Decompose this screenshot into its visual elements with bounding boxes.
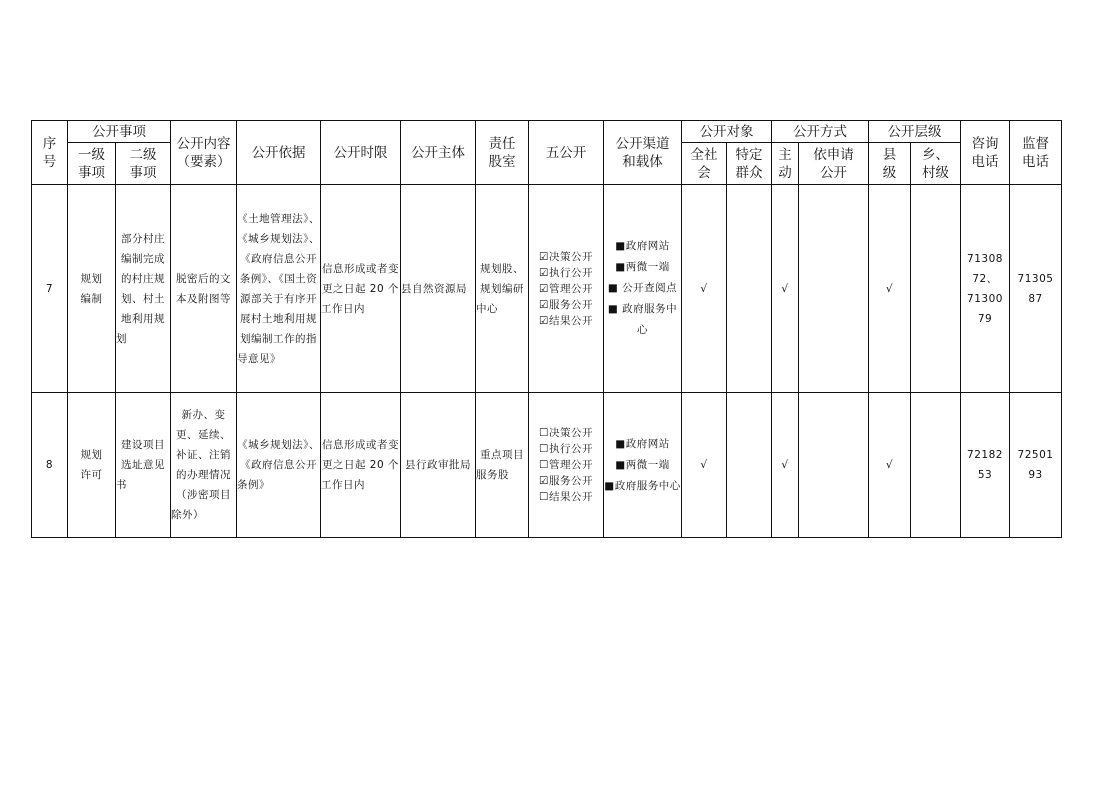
table-row: [32, 185, 1062, 393]
header-level: 公开层级: [869, 121, 961, 143]
header-five: 五公开: [529, 121, 604, 185]
cell-level2: 建设项目选址意见书: [116, 393, 171, 538]
cell-subject: 县行政审批局: [401, 393, 476, 538]
cell-supervise: 72501 93: [1010, 393, 1062, 538]
cell-seq: 8: [32, 393, 68, 538]
header-target: 公开对象: [682, 121, 772, 143]
cell-target-specific: [727, 393, 772, 538]
cell-level1: 规划 许可: [68, 393, 116, 538]
header-content: 公开内容 （要素）: [171, 121, 237, 185]
header-method-active: 主 动: [772, 143, 799, 185]
cell-level-town: [911, 185, 961, 393]
cell-target-specific: [727, 185, 772, 393]
cell-content: 脱密后的文本及附图等: [171, 185, 237, 393]
cell-level-county: √: [869, 185, 911, 393]
cell-method-active: √: [772, 185, 799, 393]
cell-seq: 7: [32, 185, 68, 393]
cell-time: 信息形成或者变更之日起 20 个工作日内: [321, 185, 401, 393]
table-row: [32, 393, 1062, 538]
header-method-apply: 依申请 公开: [799, 143, 869, 185]
cell-level-county: √: [869, 393, 911, 538]
cell-channel: ■政府网站 ■两微一端 ■ 公开查阅点 ■ 政府服务中心: [604, 185, 682, 393]
disclosure-table: [31, 120, 1062, 538]
cell-target-all: √: [682, 185, 727, 393]
header-level-town: 乡、 村级: [911, 143, 961, 185]
cell-level-town: [911, 393, 961, 538]
header-supervise: 监督 电话: [1010, 121, 1062, 185]
header-subject: 公开主体: [401, 121, 476, 185]
header-dept: 责任 股室: [476, 121, 529, 185]
cell-basis: 《城乡规划法》、《政府信息公开条例》: [237, 393, 321, 538]
cell-consult: 72182 53: [961, 393, 1010, 538]
cell-subject: 县自然资源局: [401, 185, 476, 393]
header-level-county: 县 级: [869, 143, 911, 185]
cell-consult: 71308 72、 71300 79: [961, 185, 1010, 393]
cell-method-active: √: [772, 393, 799, 538]
header-method: 公开方式: [772, 121, 869, 143]
header-target-all: 全社 会: [682, 143, 727, 185]
cell-basis: 《土地管理法》、《城乡规划法》、《政府信息公开条例》、《国土资源部关于有序开展村土地利用规划编制工作的指导意见》: [237, 185, 321, 393]
cell-time: 信息形成或者变更之日起 20 个工作日内: [321, 393, 401, 538]
cell-method-apply: [799, 185, 869, 393]
header-consult: 咨询 电话: [961, 121, 1010, 185]
header-target-specific: 特定 群众: [727, 143, 772, 185]
cell-method-apply: [799, 393, 869, 538]
cell-five: ☐决策公开 ☐执行公开 ☐管理公开 ☑服务公开 ☐结果公开: [529, 393, 604, 538]
cell-dept: 规划股、规划编研中心: [476, 185, 529, 393]
cell-level1: 规划 编制: [68, 185, 116, 393]
header-basis: 公开依据: [237, 121, 321, 185]
cell-five: ☑决策公开 ☑执行公开 ☑管理公开 ☑服务公开 ☑结果公开: [529, 185, 604, 393]
cell-channel: ■政府网站 ■两微一端 ■政府服务中心: [604, 393, 682, 538]
cell-dept: 重点项目服务股: [476, 393, 529, 538]
cell-level2: 部分村庄编制完成的村庄规划、村土地利用规划: [116, 185, 171, 393]
header-seq: 序 号: [32, 121, 68, 185]
cell-supervise: 71305 87: [1010, 185, 1062, 393]
header-matters: 公开事项: [68, 121, 171, 143]
header-channel: 公开渠道 和载体: [604, 121, 682, 185]
cell-target-all: √: [682, 393, 727, 538]
header-level1: 一级 事项: [68, 143, 116, 185]
header-level2: 二级 事项: [116, 143, 171, 185]
header-time: 公开时限: [321, 121, 401, 185]
cell-content: 新办、变更、延续、补证、注销的办理情况（涉密项目除外）: [171, 393, 237, 538]
